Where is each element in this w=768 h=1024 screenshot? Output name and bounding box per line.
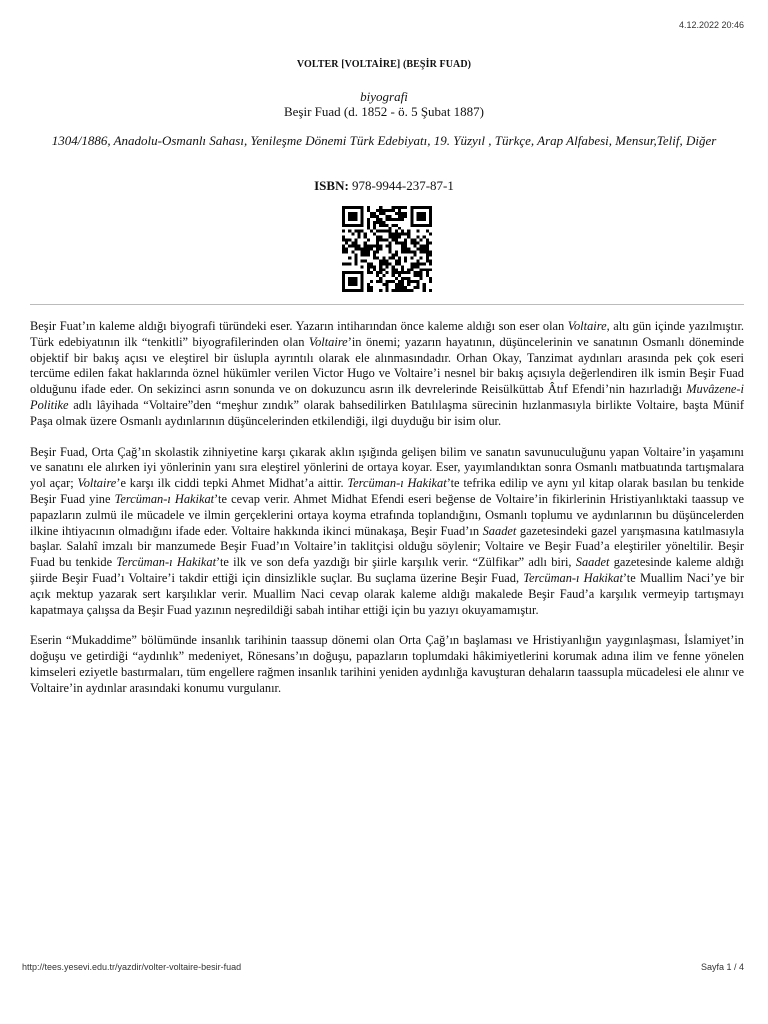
text-run: gazetesinde kaleme aldığı şiirde Beşir Fuad’ı Voltaire’i takdir ettiği için dinsizlikle suçlar. Bu suçlama üzerine Beşir Fuad,	[30, 555, 744, 585]
text-run: ’te tefrika edilip ve aynı yıl kitap olarak basılan bu tenkide Beşir Fuad yine	[30, 476, 744, 506]
italic-term: Voltaire	[308, 334, 348, 349]
italic-term: Tercüman-ı Hakikat	[116, 555, 217, 570]
description-body	[30, 319, 744, 712]
paragraph-2	[30, 445, 744, 619]
text-run: Beşir Fuad, Orta Çağ’ın skolastik zihniyetine karşı çıkarak aklın ışığında gelişen bilim ve sanatın savunuculuğunu yapan Voltaire’in yaşamını ve sanatını ele alırken iyi yönlerinin yanı sıra eleştirel yönlerini de ortaya koyar. Eser, yayımlandıktan sonra Osmanlı matbuatında tartışmalara yol açar;	[30, 444, 744, 491]
header-divider	[30, 304, 744, 305]
page-title: VOLTER [VOLTAİRE] (BEŞİR FUAD)	[296, 59, 472, 70]
author-line: Beşir Fuad (d. 1852 - ö. 5 Şubat 1887)	[283, 104, 485, 119]
text-run: Beşir Fuat’ın kaleme aldığı biyografi türündeki eser. Yazarın intiharından önce kaleme aldığı son eser olan	[30, 319, 568, 333]
italic-term: Tercüman-ı Hakikat	[523, 570, 623, 585]
text-run: ’e karşı ilk ciddi tepki Ahmet Midhat’a aittir.	[116, 476, 348, 491]
italic-term: Voltaire	[77, 476, 117, 491]
text-run: Eserin “Mukaddime” bölümünde insanlık tarihinin taassup dönemi olan Orta Çağ’ın başlaması ve Hristiyanlığın yaygınlaşması, İslamiyet’in doğuşu ve getirdiği “aydınlık” medeniyet, Rönesans’ın doğuşu, papazların toplumdaki hâkimiyetlerini korumak adına ilim ve fenne yönelen kimseleri eziyetle bastırmaları, tüm engellere rağmen insanlık tarihini yeniden aydınlığa kavuşturan dehaların taassupla mücadelesi ele alınır ve Voltaire’in aydınlar arasındaki konumu vurgulanır.	[30, 633, 744, 695]
text-run: ’in önemi; yazarın hayatının, düşüncelerinin ve sanatının Osmanlı döneminde objektif bir bakış açısı ve eleştirel bir üslupla ayrıntılı olarak ele alınmasındadır. Orhan Okay, Tanzimat aydınları arasında pek çok eseri tercüme edilen fakat haklarında öznel hükümler verilen Victor Hugo ve Voltaire’i nesnel bir bakış açısıyla değerlendiren ilk ismin Beşir Fuad olduğunu ifade eder. On sekizinci asrın sonunda ve on dokuzuncu asrın ilk devrelerinde Reisülküttab Âtıf Efendi’nin hazırladığı	[30, 334, 744, 397]
paragraph-3	[30, 633, 744, 696]
genre-label: biyografi	[360, 89, 408, 104]
text-run: adlı lâyihada “Voltaire”den “meşhur zındık” olarak bahsedilirken Batılılaşma sürecinin hızlanmasıyla birlikte Voltaire, başta Münif Paşa olmak üzere Osmanlı aydınlarının düşüncelerinden etkilendiği, ilgi duyduğu bir isim olur.	[30, 397, 744, 428]
text-run: , altı gün içinde yazılmıştır. Türk edebiyatının ilk “tenkitli” biyografilerinden olan	[30, 319, 744, 349]
italic-term: Muvâzene-i Politike	[30, 382, 744, 412]
print-url: http://tees.yesevi.edu.tr/yazdir/volter-voltaire-besir-fuad	[22, 962, 242, 972]
work-metadata: 1304/1886, Anadolu-Osmanlı Sahası, Yenileşme Dönemi Türk Edebiyatı, 19. Yüzyıl , Türkçe, Arap Alfabesi, Mensur,Telif, Diğer	[51, 133, 717, 148]
isbn-line	[0, 178, 768, 194]
paragraph-1	[30, 319, 744, 430]
page-number: Sayfa 1 / 4	[700, 962, 744, 972]
qr-code-icon	[342, 206, 432, 292]
italic-term: Saadet	[482, 523, 517, 538]
text-run: ’te ilk ve son defa yazdığı bir şiirle karşılık verir. “Zülfikar” adlı biri,	[216, 555, 576, 570]
italic-term: Tercüman-ı Hakikat	[114, 491, 215, 506]
italic-term: Saadet	[575, 555, 610, 570]
isbn-value: 978-9944-237-87-1	[352, 178, 454, 193]
text-run: gazetesindeki gazel yarışmasına katılmasıyla başlar. Salahî imzalı bir manzumede Beşir Fuad’ın Voltaire’in taklitçisi olduğu söylenir; Voltaire ve Beşir Fuad’a eleştiriler yöneltilir. Beşir Fuad bu tenkide	[30, 523, 744, 570]
text-run: ’te Muallim Naci’ye bir açık mektup yazarak sert karşılıklar verir. Muallim Naci cevap olarak kaleme aldığı makalede Beşir Faud’a karşılık vermeyip tartışmayı kapatmaya çalışsa da Beşir Fuad yazının neşredildiği sabah intihar ettiği için bu yazıyı okuyamamıştır.	[30, 570, 744, 617]
italic-term: Voltaire	[567, 319, 607, 333]
italic-term: Tercüman-ı Hakikat	[347, 476, 447, 491]
print-timestamp: 4.12.2022 20:46	[678, 20, 744, 30]
text-run: ’te cevap verir. Ahmet Midhat Efendi eseri beğense de Voltaire’in fikirlerinin Hristiyanlıktaki taassup ve papazların zulmü ile mücadele ve ilmin gerçeklerini ortaya koyma etrafında toplandığını, Osmanlı toplumu ve aydınlarının bu düşüncelerden ilkine ihtiyacının olmadığını ifade eder. Voltaire hakkında ikinci münakaşa, Beşir Fuad’ın	[30, 491, 744, 538]
isbn-label: ISBN:	[314, 178, 349, 193]
